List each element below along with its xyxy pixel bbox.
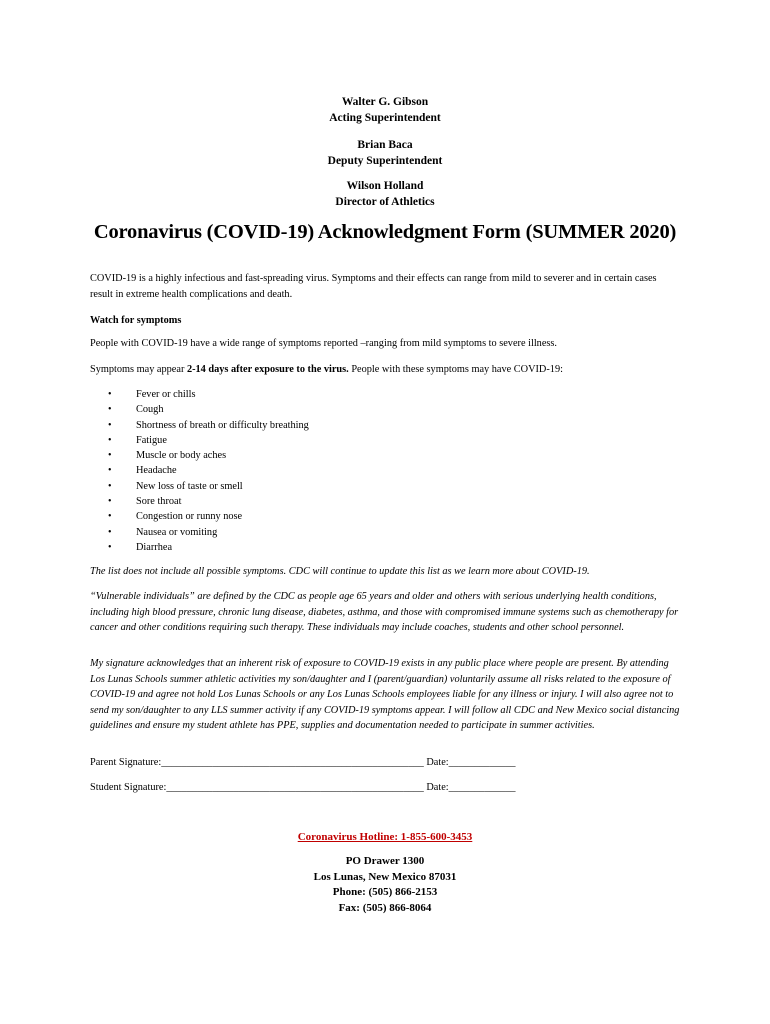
vulnerable-paragraph: “Vulnerable individuals” are defined by the CDC as people age 65 years and older and others with serious underlying health conditions, including high blood pressure, chronic lung disease, diabetes, asthma, and those with compromised immune systems such as chemotherapy for cancer and other conditions requiring such therapy. These individuals may include coaches, students and other school personnel. bbox=[90, 591, 679, 633]
list-item: • Nausea or vomiting bbox=[90, 525, 490, 540]
address-line: Los Lunas, New Mexico 87031 bbox=[313, 870, 457, 883]
header-name: Wilson Holland bbox=[346, 180, 424, 192]
list-note: The list does not include all possible symptoms. CDC will continue to update this list as we learn more about COVID-19. bbox=[90, 566, 590, 577]
hotline-link[interactable]: Coronavirus Hotline: 1-855-600-3453 bbox=[297, 831, 473, 843]
header-person-1 bbox=[0, 94, 770, 126]
header-name: Brian Baca bbox=[357, 139, 413, 151]
list-item: • Congestion or runny nose bbox=[90, 509, 490, 524]
header-role: Director of Athletics bbox=[335, 196, 435, 208]
header-person-2 bbox=[0, 137, 770, 169]
list-item: • Muscle or body aches bbox=[90, 448, 490, 463]
list-item: • Cough bbox=[90, 402, 490, 417]
list-item: • Fever or chills bbox=[90, 387, 490, 402]
header-role: Deputy Superintendent bbox=[327, 155, 443, 167]
parent-signature-line[interactable]: Parent Signature:___________________________________________________ Date:_____________ bbox=[90, 757, 516, 768]
list-item: • Diarrhea bbox=[90, 540, 490, 555]
contact-address bbox=[0, 854, 770, 916]
symptom-list bbox=[90, 387, 490, 555]
phone-line: Phone: (505) 866-2153 bbox=[332, 886, 438, 898]
acknowledgement-paragraph: My signature acknowledges that an inherent risk of exposure to COVID-19 exists in any public place where people are present. By attending Los Lunas Schools summer athletic activities my son/daughter and I (parent/guardian) voluntarily assume all risks related to the exposure of COVID-19 and agree not hold Los Lunas Schools or any Los Lunas Schools employees liable for any illness or injury. I will also agree not to send my son/daughter to any LLS summer activity if any COVID-19 symptoms appear. I will follow all CDC and New Mexico social distancing guidelines and ensure my student athlete has PPE, supplies and documentation needed to participate in summer activities. bbox=[90, 658, 680, 731]
address-line: PO Drawer 1300 bbox=[345, 855, 425, 867]
symptom-appear-paragraph bbox=[90, 362, 680, 378]
list-item: • Shortness of breath or difficulty breathing bbox=[90, 418, 490, 433]
list-item: • Sore throat bbox=[90, 494, 490, 509]
student-signature-line[interactable]: Student Signature:__________________________________________________ Date:_____________ bbox=[90, 782, 516, 793]
header-person-3 bbox=[0, 178, 770, 210]
list-item: • New loss of taste or smell bbox=[90, 479, 490, 494]
fax-line: Fax: (505) 866-8064 bbox=[338, 901, 432, 914]
appear-text-end: People with these symptoms may have COVID-19: bbox=[348, 364, 563, 375]
intro-paragraph: COVID-19 is a highly infectious and fast-spreading virus. Symptoms and their effects can range from mild to severer and in certain cases result in extreme health complications and death. bbox=[90, 273, 657, 300]
watch-heading: Watch for symptoms bbox=[90, 315, 182, 326]
symptom-range-paragraph: People with COVID-19 have a wide range of symptoms reported –ranging from mild symptoms to severe illness. bbox=[90, 338, 557, 349]
appear-text: Symptoms may appear bbox=[90, 364, 187, 375]
appear-emphasis: 2-14 days after exposure to the virus. bbox=[186, 364, 349, 375]
header-role: Acting Superintendent bbox=[329, 112, 441, 124]
header-name: Walter G. Gibson bbox=[341, 96, 429, 108]
form-title: Coronavirus (COVID-19) Acknowledgment Form (SUMMER 2020) bbox=[93, 221, 677, 243]
list-item: • Headache bbox=[90, 463, 490, 478]
list-item: • Fatigue bbox=[90, 433, 490, 448]
